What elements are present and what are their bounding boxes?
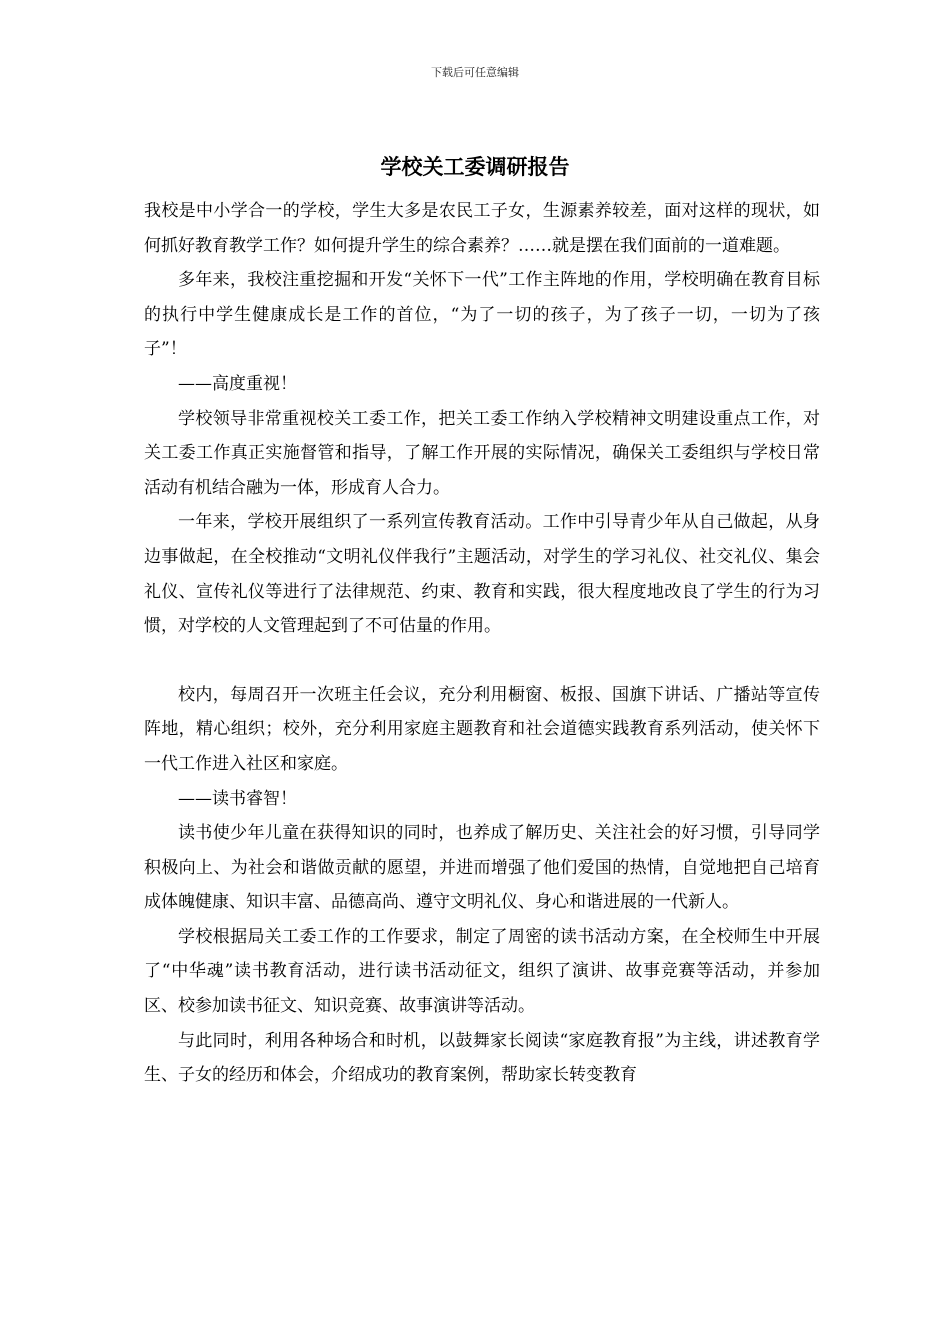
page-header-note: 下载后可任意编辑	[431, 66, 519, 79]
paragraph-intro: 我校是中小学合一的学校，学生大多是农民工子女，生源素养较差，面对这样的现状，如何抓好教育教学工作？如何提升学生的综合素养？……就是摆在我们面前的一道难题。	[144, 201, 820, 256]
document-body	[144, 194, 820, 1093]
paragraph-parents: 与此同时，利用各种场合和时机，以鼓舞家长阅读“家庭教育报”为主线，讲述教育学生、子女的经历和体会，介绍成功的教育案例，帮助家长转变教育	[144, 1030, 820, 1086]
paragraph-mission: 多年来，我校注重挖掘和开发“关怀下一代”工作主阵地的作用，学校明确在教育目标的执行中学生健康成长是工作的首位，“为了一切的孩子，为了孩子一切，一切为了孩子”！	[144, 270, 820, 360]
paragraph-activities: 一年来，学校开展组织了一系列宣传教育活动。工作中引导青少年从自己做起，从身边事做起，在全校推动“文明礼仪伴我行”主题活动，对学生的学习礼仪、社交礼仪、集会礼仪、宣传礼仪等进行了法律规范、约束、教育和实践，很大程度地改良了学生的行为习惯，对学校的人文管理起到了不可估量的作用。	[144, 512, 820, 637]
document-title: 学校关工委调研报告	[380, 154, 570, 179]
section-heading-attention: ——高度重视！	[178, 373, 297, 394]
paragraph-leadership: 学校领导非常重视校关工委工作，把关工委工作纳入学校精神文明建设重点工作，对关工委工作真正实施督管和指导，了解工作开展的实际情况，确保关工委组织与学校日常活动有机结合融为一体，形成育人合力。	[144, 408, 820, 498]
paragraph-reading-plan: 学校根据局关工委工作的工作要求，制定了周密的读书活动方案，在全校师生中开展了“中华魂”读书教育活动，进行读书活动征文，组织了演讲、故事竞赛等活动，并参加区、校参加读书征文、知识竞赛、故事演讲等活动。	[144, 926, 820, 1017]
paragraph-reading-benefits: 读书使少年儿童在获得知识的同时，也养成了解历史、关注社会的好习惯，引导同学积极向上、为社会和谐做贡献的愿望，并进而增强了他们爱国的热情，自觉地把自己培育成体魄健康、知识丰富、品德高尚、遵守文明礼仪、身心和谐进展的一代新人。	[144, 823, 820, 913]
section-heading-reading: ——读书睿智！	[178, 788, 297, 809]
paragraph-campus: 校内，每周召开一次班主任会议，充分利用橱窗、板报、国旗下讲话、广播站等宣传阵地，精心组织；校外，充分利用家庭主题教育和社会道德实践教育系列活动，使关怀下一代工作进入社区和家庭。	[144, 684, 820, 774]
